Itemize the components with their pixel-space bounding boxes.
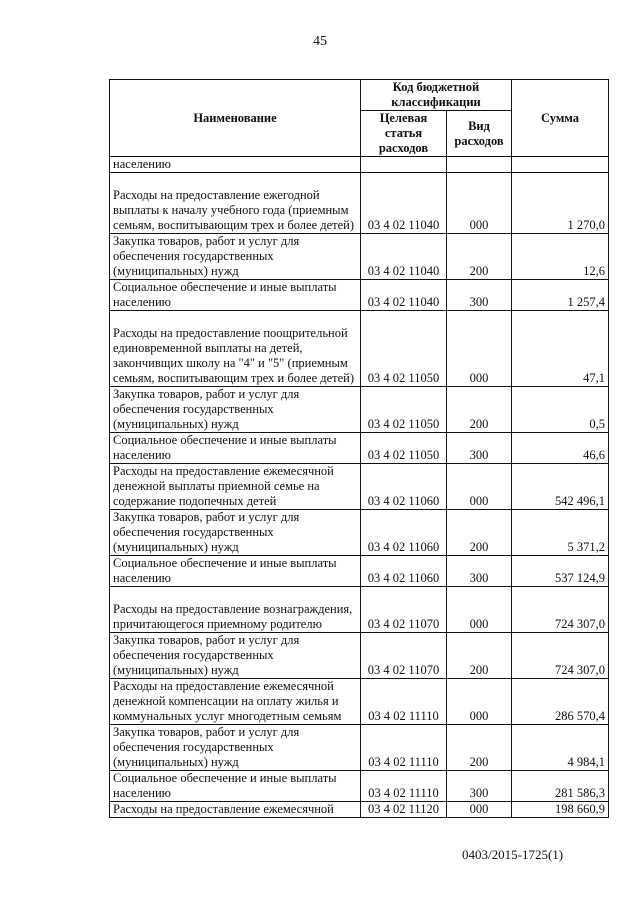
document-code: 0403/2015-1725(1): [462, 847, 564, 862]
cell-target: [361, 157, 447, 173]
cell-target: 03 4 02 11040: [361, 173, 447, 234]
cell-target: 03 4 02 11050: [361, 311, 447, 387]
cell-target: 03 4 02 11070: [361, 633, 447, 679]
table-row: [110, 556, 609, 587]
header-kind: Вид расходов: [447, 111, 512, 157]
cell-sum: 198 660,9: [512, 802, 609, 818]
cell-sum: 281 586,3: [512, 771, 609, 802]
table-row: [110, 433, 609, 464]
cell-kind: 000: [447, 464, 512, 510]
cell-target: 03 4 02 11110: [361, 679, 447, 725]
table-row: [110, 633, 609, 679]
cell-name: населению: [110, 157, 361, 173]
cell-name: Закупка товаров, работ и услуг для обеспечения государственных (муниципальных) нужд: [110, 387, 361, 433]
cell-kind: 000: [447, 679, 512, 725]
cell-name: Закупка товаров, работ и услуг для обеспечения государственных (муниципальных) нужд: [110, 725, 361, 771]
table-row: [110, 464, 609, 510]
cell-sum: 4 984,1: [512, 725, 609, 771]
cell-name: Закупка товаров, работ и услуг для обеспечения государственных (муниципальных) нужд: [110, 633, 361, 679]
table-row: [110, 587, 609, 633]
cell-target: 03 4 02 11050: [361, 387, 447, 433]
cell-sum: 12,6: [512, 234, 609, 280]
cell-target: 03 4 02 11110: [361, 725, 447, 771]
table-row: [110, 234, 609, 280]
cell-sum: [512, 157, 609, 173]
cell-kind: 200: [447, 633, 512, 679]
cell-target: 03 4 02 11060: [361, 556, 447, 587]
cell-target: 03 4 02 11120: [361, 802, 447, 818]
cell-name: Социальное обеспечение и иные выплаты населению: [110, 433, 361, 464]
cell-target: 03 4 02 11040: [361, 234, 447, 280]
cell-name: Закупка товаров, работ и услуг для обеспечения государственных (муниципальных) нужд: [110, 510, 361, 556]
cell-kind: 000: [447, 802, 512, 818]
cell-kind: 200: [447, 234, 512, 280]
cell-kind: 300: [447, 433, 512, 464]
cell-sum: 0,5: [512, 387, 609, 433]
table-row: [110, 157, 609, 173]
cell-kind: 200: [447, 510, 512, 556]
table-row: [110, 725, 609, 771]
cell-kind: 000: [447, 311, 512, 387]
cell-sum: 724 307,0: [512, 587, 609, 633]
cell-kind: 300: [447, 280, 512, 311]
cell-sum: 1 270,0: [512, 173, 609, 234]
table-row: [110, 387, 609, 433]
header-target: Целевая статья расходов: [361, 111, 447, 157]
cell-target: 03 4 02 11110: [361, 771, 447, 802]
cell-sum: 5 371,2: [512, 510, 609, 556]
header-sum: Сумма: [512, 80, 609, 157]
table-header-row: [110, 80, 609, 111]
cell-sum: 1 257,4: [512, 280, 609, 311]
table-row: [110, 802, 609, 818]
cell-name: Закупка товаров, работ и услуг для обеспечения государственных (муниципальных) нужд: [110, 234, 361, 280]
page-number: 45: [313, 34, 327, 49]
table-row: [110, 510, 609, 556]
cell-kind: 200: [447, 387, 512, 433]
cell-target: 03 4 02 11060: [361, 464, 447, 510]
cell-name: Расходы на предоставление ежемесячной денежной компенсации на оплату жилья и коммунальных услуг многодетным семьям: [110, 679, 361, 725]
table-row: [110, 771, 609, 802]
cell-name: Расходы на предоставление поощрительной единовременной выплаты на детей, закончивщих школу на "4" и "5" (приемным семьям, воспитывающим трех и более детей): [110, 311, 361, 387]
cell-kind: [447, 157, 512, 173]
table-row: [110, 679, 609, 725]
cell-target: 03 4 02 11050: [361, 433, 447, 464]
cell-sum: 286 570,4: [512, 679, 609, 725]
cell-name: Расходы на предоставление ежемесячной: [110, 802, 361, 818]
cell-kind: 200: [447, 725, 512, 771]
cell-kind: 000: [447, 587, 512, 633]
cell-target: 03 4 02 11060: [361, 510, 447, 556]
cell-name: Расходы на предоставление вознаграждения, причитающегося приемному родителю: [110, 587, 361, 633]
table-row: [110, 173, 609, 234]
cell-name: Расходы на предоставление ежемесячной денежной выплаты приемной семье на содержание подопечных детей: [110, 464, 361, 510]
cell-sum: 537 124,9: [512, 556, 609, 587]
header-code-group: Код бюджетной классификации: [361, 80, 512, 111]
table-row: [110, 311, 609, 387]
cell-sum: 46,6: [512, 433, 609, 464]
table-row: [110, 280, 609, 311]
cell-target: 03 4 02 11040: [361, 280, 447, 311]
cell-kind: 300: [447, 556, 512, 587]
cell-sum: 724 307,0: [512, 633, 609, 679]
cell-name: Социальное обеспечение и иные выплаты населению: [110, 771, 361, 802]
cell-sum: 47,1: [512, 311, 609, 387]
cell-sum: 542 496,1: [512, 464, 609, 510]
cell-name: Расходы на предоставление ежегодной выплаты к началу учебного года (приемным семьям, воспитывающим трех и более детей): [110, 173, 361, 234]
budget-table: [109, 79, 609, 818]
cell-target: 03 4 02 11070: [361, 587, 447, 633]
cell-kind: 300: [447, 771, 512, 802]
cell-name: Социальное обеспечение и иные выплаты населению: [110, 280, 361, 311]
cell-kind: 000: [447, 173, 512, 234]
table-body: [110, 157, 609, 818]
header-name: Наименование: [110, 80, 361, 157]
cell-name: Социальное обеспечение и иные выплаты населению: [110, 556, 361, 587]
